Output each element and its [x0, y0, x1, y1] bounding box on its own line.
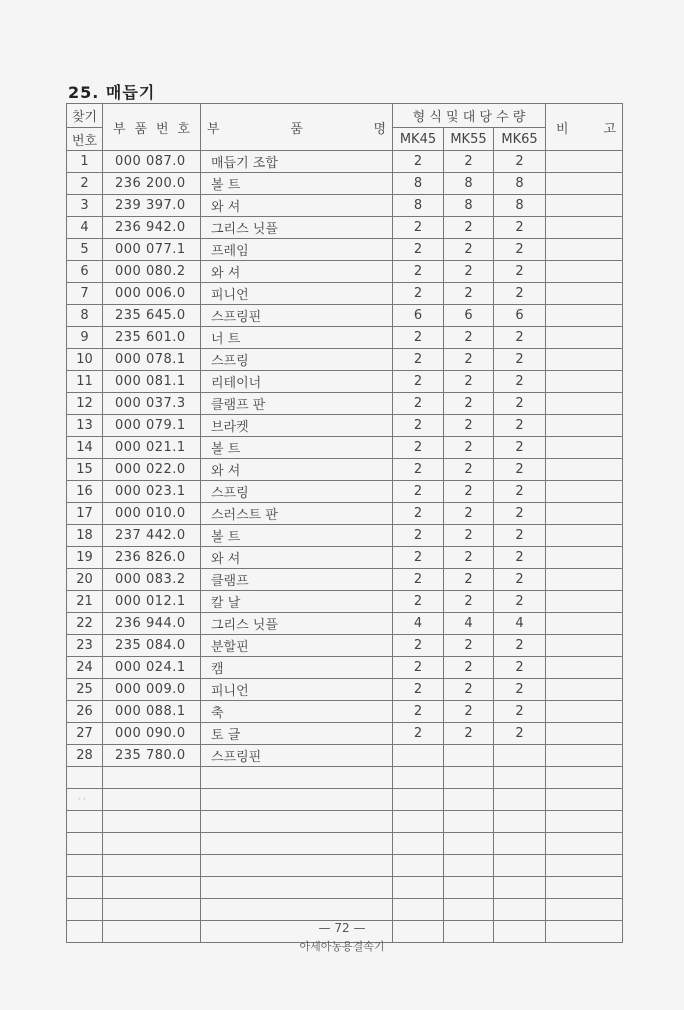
- cell-part-name: 스프링핀: [201, 305, 393, 327]
- cell-mk65: 2: [494, 283, 546, 305]
- cell-remark: [546, 151, 623, 173]
- cell-part-name: [201, 789, 393, 811]
- cell-no: 1: [67, 151, 103, 173]
- table-row: [67, 525, 623, 547]
- cell-no: 13: [67, 415, 103, 437]
- cell-part-no: 000 037.3: [103, 393, 201, 415]
- cell-part-name: [201, 833, 393, 855]
- cell-part-no: 236 942.0: [103, 217, 201, 239]
- footer-company: 아세아농용결속기: [299, 940, 385, 953]
- cell-mk55: [444, 789, 494, 811]
- cell-part-no: 235 601.0: [103, 327, 201, 349]
- cell-no: 10: [67, 349, 103, 371]
- cell-remark: [546, 833, 623, 855]
- cell-mk65: 2: [494, 723, 546, 745]
- cell-mk55: 2: [444, 503, 494, 525]
- cell-mk65: 2: [494, 327, 546, 349]
- table-row: [67, 877, 623, 899]
- cell-part-name: 브라켓: [201, 415, 393, 437]
- table-row: [67, 437, 623, 459]
- cell-mk45: 2: [393, 503, 444, 525]
- cell-remark: [546, 789, 623, 811]
- cell-mk55: 8: [444, 195, 494, 217]
- cell-part-no: 235 084.0: [103, 635, 201, 657]
- page-number: — 72 —: [318, 921, 366, 935]
- cell-mk55: 2: [444, 679, 494, 701]
- cell-mk65: 2: [494, 635, 546, 657]
- table-row: [67, 349, 623, 371]
- cell-remark: [546, 349, 623, 371]
- cell-no: 6: [67, 261, 103, 283]
- table-row: [67, 151, 623, 173]
- cell-mk65: 2: [494, 525, 546, 547]
- cell-part-no: 235 645.0: [103, 305, 201, 327]
- cell-no: 25: [67, 679, 103, 701]
- cell-mk45: 2: [393, 569, 444, 591]
- cell-part-no: 000 088.1: [103, 701, 201, 723]
- cell-part-no: 235 780.0: [103, 745, 201, 767]
- cell-mk55: 2: [444, 547, 494, 569]
- cell-mk45: 2: [393, 723, 444, 745]
- cell-mk45: 2: [393, 591, 444, 613]
- cell-mk65: [494, 877, 546, 899]
- cell-mk45: 6: [393, 305, 444, 327]
- parts-table: [66, 103, 623, 943]
- cell-mk65: 2: [494, 459, 546, 481]
- cell-part-no: 000 010.0: [103, 503, 201, 525]
- cell-remark: [546, 327, 623, 349]
- cell-no: [67, 811, 103, 833]
- cell-mk65: [494, 767, 546, 789]
- table-row: [67, 569, 623, 591]
- header-model-mk55: MK55: [444, 128, 494, 151]
- cell-part-no: 000 006.0: [103, 283, 201, 305]
- cell-part-no: 000 080.2: [103, 261, 201, 283]
- cell-mk65: 8: [494, 173, 546, 195]
- cell-no: 19: [67, 547, 103, 569]
- cell-no: 27: [67, 723, 103, 745]
- cell-part-name: 볼 트: [201, 525, 393, 547]
- table-row: [67, 701, 623, 723]
- cell-mk65: 2: [494, 679, 546, 701]
- table-row: [67, 811, 623, 833]
- cell-mk55: 2: [444, 437, 494, 459]
- cell-part-name: 토 글: [201, 723, 393, 745]
- cell-mk45: 2: [393, 481, 444, 503]
- cell-mk55: 2: [444, 239, 494, 261]
- cell-remark: [546, 569, 623, 591]
- table-row: [67, 459, 623, 481]
- cell-mk55: [444, 833, 494, 855]
- cell-mk55: 2: [444, 525, 494, 547]
- cell-remark: [546, 283, 623, 305]
- cell-mk55: 2: [444, 349, 494, 371]
- cell-part-name: 피니언: [201, 283, 393, 305]
- cell-mk55: 2: [444, 371, 494, 393]
- cell-mk55: 4: [444, 613, 494, 635]
- table-row: [67, 723, 623, 745]
- cell-part-no: 236 826.0: [103, 547, 201, 569]
- cell-part-name: [201, 811, 393, 833]
- cell-part-no: 000 079.1: [103, 415, 201, 437]
- table-row: [67, 591, 623, 613]
- cell-mk55: 2: [444, 393, 494, 415]
- cell-mk55: [444, 745, 494, 767]
- cell-mk55: [444, 811, 494, 833]
- cell-remark: [546, 723, 623, 745]
- table-row: [67, 371, 623, 393]
- cell-mk65: 2: [494, 415, 546, 437]
- cell-mk45: 2: [393, 239, 444, 261]
- cell-remark: [546, 371, 623, 393]
- cell-no: 24: [67, 657, 103, 679]
- cell-part-no: [103, 877, 201, 899]
- cell-no: [67, 877, 103, 899]
- table-row: [67, 173, 623, 195]
- cell-part-name: 클램프 판: [201, 393, 393, 415]
- cell-remark: [546, 305, 623, 327]
- cell-no: 11: [67, 371, 103, 393]
- cell-mk55: 2: [444, 569, 494, 591]
- table-row: [67, 239, 623, 261]
- cell-mk65: 2: [494, 547, 546, 569]
- table-row: [67, 679, 623, 701]
- cell-part-name: [201, 899, 393, 921]
- cell-mk45: [393, 877, 444, 899]
- table-row: [67, 283, 623, 305]
- cell-mk55: 2: [444, 591, 494, 613]
- cell-no: 16: [67, 481, 103, 503]
- cell-mk55: 2: [444, 415, 494, 437]
- cell-part-name: [201, 855, 393, 877]
- cell-no: 5: [67, 239, 103, 261]
- cell-no: 7: [67, 283, 103, 305]
- table-row: [67, 415, 623, 437]
- cell-mk65: [494, 899, 546, 921]
- header-no-line2: 번호: [67, 128, 103, 151]
- cell-no: 26: [67, 701, 103, 723]
- cell-mk65: 4: [494, 613, 546, 635]
- cell-part-name: 와 셔: [201, 547, 393, 569]
- cell-part-name: [201, 877, 393, 899]
- cell-mk65: 2: [494, 239, 546, 261]
- cell-mk45: 2: [393, 547, 444, 569]
- cell-no: 3: [67, 195, 103, 217]
- cell-part-name: 캠: [201, 657, 393, 679]
- cell-part-name: 그리스 닛플: [201, 613, 393, 635]
- cell-remark: [546, 525, 623, 547]
- cell-part-no: [103, 855, 201, 877]
- cell-remark: [546, 393, 623, 415]
- cell-mk55: 2: [444, 481, 494, 503]
- cell-mk55: [444, 877, 494, 899]
- cell-part-name: 피니언: [201, 679, 393, 701]
- table-row: [67, 613, 623, 635]
- cell-remark: [546, 547, 623, 569]
- cell-mk65: 2: [494, 217, 546, 239]
- cell-mk65: [494, 745, 546, 767]
- cell-no: 15: [67, 459, 103, 481]
- cell-part-no: [103, 899, 201, 921]
- cell-mk45: 2: [393, 635, 444, 657]
- cell-part-name: 그리스 닛플: [201, 217, 393, 239]
- cell-mk45: 2: [393, 217, 444, 239]
- cell-part-no: [103, 811, 201, 833]
- cell-mk45: 2: [393, 525, 444, 547]
- cell-mk65: 2: [494, 569, 546, 591]
- table-row: [67, 855, 623, 877]
- cell-part-no: 000 022.0: [103, 459, 201, 481]
- cell-remark: [546, 635, 623, 657]
- cell-mk55: [444, 767, 494, 789]
- cell-mk55: 2: [444, 723, 494, 745]
- table-row: [67, 195, 623, 217]
- cell-no: 9: [67, 327, 103, 349]
- cell-mk65: 2: [494, 151, 546, 173]
- table-row: [67, 767, 623, 789]
- cell-part-name: 와 셔: [201, 195, 393, 217]
- table-row: [67, 261, 623, 283]
- cell-remark: [546, 459, 623, 481]
- cell-no: 28: [67, 745, 103, 767]
- cell-remark: [546, 591, 623, 613]
- cell-mk65: 8: [494, 195, 546, 217]
- cell-no: 20: [67, 569, 103, 591]
- cell-part-no: 237 442.0: [103, 525, 201, 547]
- cell-no: [67, 855, 103, 877]
- cell-mk55: 8: [444, 173, 494, 195]
- cell-part-no: 000 077.1: [103, 239, 201, 261]
- cell-no: 21: [67, 591, 103, 613]
- cell-no: 12: [67, 393, 103, 415]
- cell-part-name: [201, 767, 393, 789]
- cell-mk55: 2: [444, 151, 494, 173]
- cell-part-no: 000 083.2: [103, 569, 201, 591]
- cell-no: 14: [67, 437, 103, 459]
- cell-mk45: 2: [393, 349, 444, 371]
- cell-part-name: 스프링: [201, 349, 393, 371]
- table-row: [67, 327, 623, 349]
- table-row: [67, 503, 623, 525]
- cell-remark: [546, 679, 623, 701]
- cell-mk55: 2: [444, 261, 494, 283]
- header-no-line1: 찾기: [67, 104, 103, 128]
- cell-mk45: 2: [393, 679, 444, 701]
- cell-mk45: 2: [393, 657, 444, 679]
- table-row: [67, 657, 623, 679]
- header-qty-group: 형 식 및 대 당 수 량: [393, 104, 546, 128]
- cell-part-name: 와 셔: [201, 261, 393, 283]
- cell-part-name: 프레임: [201, 239, 393, 261]
- cell-part-no: [103, 833, 201, 855]
- cell-mk55: 2: [444, 657, 494, 679]
- table-row: [67, 789, 623, 811]
- cell-remark: [546, 701, 623, 723]
- table-row: [67, 745, 623, 767]
- cell-part-no: 236 944.0: [103, 613, 201, 635]
- cell-no: 18: [67, 525, 103, 547]
- cell-remark: [546, 481, 623, 503]
- cell-mk45: [393, 833, 444, 855]
- cell-part-name: 와 셔: [201, 459, 393, 481]
- table-row: [67, 899, 623, 921]
- cell-mk45: 2: [393, 701, 444, 723]
- cell-mk65: [494, 833, 546, 855]
- cell-no: 17: [67, 503, 103, 525]
- cell-part-no: 000 021.1: [103, 437, 201, 459]
- cell-mk45: 2: [393, 459, 444, 481]
- cell-mk45: 4: [393, 613, 444, 635]
- cell-remark: [546, 503, 623, 525]
- page-title: 25. 매듭기: [68, 83, 156, 102]
- cell-part-no: [103, 767, 201, 789]
- cell-remark: [546, 613, 623, 635]
- cell-mk55: 2: [444, 635, 494, 657]
- parts-table-body: [67, 151, 623, 943]
- cell-part-no: 000 078.1: [103, 349, 201, 371]
- cell-part-name: 칼 날: [201, 591, 393, 613]
- cell-mk55: 2: [444, 217, 494, 239]
- cell-no: 23: [67, 635, 103, 657]
- cell-remark: [546, 217, 623, 239]
- cell-mk45: 2: [393, 327, 444, 349]
- cell-mk65: 2: [494, 393, 546, 415]
- cell-remark: [546, 877, 623, 899]
- cell-part-no: 000 009.0: [103, 679, 201, 701]
- header-part-name: 부 품 명: [201, 104, 393, 151]
- cell-remark: [546, 239, 623, 261]
- cell-part-name: 너 트: [201, 327, 393, 349]
- cell-remark: [546, 811, 623, 833]
- cell-mk45: [393, 855, 444, 877]
- cell-mk65: 2: [494, 591, 546, 613]
- cell-part-name: 볼 트: [201, 437, 393, 459]
- cell-mk45: 2: [393, 437, 444, 459]
- cell-mk45: [393, 745, 444, 767]
- cell-part-no: 236 200.0: [103, 173, 201, 195]
- cell-no: [67, 899, 103, 921]
- cell-no: 4: [67, 217, 103, 239]
- table-row: [67, 217, 623, 239]
- cell-part-no: 000 090.0: [103, 723, 201, 745]
- cell-part-name: 스프링: [201, 481, 393, 503]
- cell-part-no: 000 087.0: [103, 151, 201, 173]
- cell-no: 8: [67, 305, 103, 327]
- cell-mk45: 2: [393, 393, 444, 415]
- table-row: [67, 833, 623, 855]
- cell-remark: [546, 415, 623, 437]
- cell-part-no: [103, 789, 201, 811]
- cell-mk45: 2: [393, 415, 444, 437]
- table-row: [67, 481, 623, 503]
- cell-mk65: 2: [494, 371, 546, 393]
- cell-remark: [546, 899, 623, 921]
- cell-mk55: 2: [444, 327, 494, 349]
- cell-mk55: 2: [444, 283, 494, 305]
- cell-remark: [546, 261, 623, 283]
- cell-mk65: [494, 811, 546, 833]
- cell-no: [67, 833, 103, 855]
- cell-remark: [546, 173, 623, 195]
- cell-part-name: 매듭기 조합: [201, 151, 393, 173]
- cell-mk45: 2: [393, 371, 444, 393]
- cell-mk45: [393, 899, 444, 921]
- cell-part-no: 000 023.1: [103, 481, 201, 503]
- cell-part-no: 000 081.1: [103, 371, 201, 393]
- cell-mk55: 2: [444, 701, 494, 723]
- cell-mk55: 6: [444, 305, 494, 327]
- cell-mk55: [444, 899, 494, 921]
- cell-mk65: 2: [494, 657, 546, 679]
- cell-mk45: 8: [393, 195, 444, 217]
- header-part-no: 부 품 번 호: [103, 104, 201, 151]
- cell-remark: [546, 195, 623, 217]
- cell-part-name: 분할핀: [201, 635, 393, 657]
- cell-mk65: 6: [494, 305, 546, 327]
- header-remark: 비 고: [546, 104, 623, 151]
- cell-remark: [546, 437, 623, 459]
- cell-part-no: 000 012.1: [103, 591, 201, 613]
- cell-no: 22: [67, 613, 103, 635]
- cell-part-name: 리테이너: [201, 371, 393, 393]
- cell-part-name: 스프링핀: [201, 745, 393, 767]
- table-row: [67, 635, 623, 657]
- cell-remark: [546, 855, 623, 877]
- cell-mk55: 2: [444, 459, 494, 481]
- cell-mk45: 2: [393, 151, 444, 173]
- cell-remark: [546, 767, 623, 789]
- cell-remark: [546, 745, 623, 767]
- cell-part-no: 239 397.0: [103, 195, 201, 217]
- cell-mk65: 2: [494, 481, 546, 503]
- cell-mk65: 2: [494, 503, 546, 525]
- cell-mk45: 2: [393, 283, 444, 305]
- cell-remark: [546, 657, 623, 679]
- cell-mk45: [393, 789, 444, 811]
- cell-mk45: 2: [393, 261, 444, 283]
- cell-mk65: 2: [494, 701, 546, 723]
- cell-part-no: 000 024.1: [103, 657, 201, 679]
- cell-no: 2: [67, 173, 103, 195]
- cell-part-name: 축: [201, 701, 393, 723]
- cell-part-name: 스러스트 판: [201, 503, 393, 525]
- cell-mk45: [393, 767, 444, 789]
- cell-part-name: 볼 트: [201, 173, 393, 195]
- cell-mk65: 2: [494, 261, 546, 283]
- cell-mk65: 2: [494, 437, 546, 459]
- cell-mk65: [494, 855, 546, 877]
- cell-mk45: [393, 811, 444, 833]
- cell-part-name: 클램프: [201, 569, 393, 591]
- cell-mk45: 8: [393, 173, 444, 195]
- header-model-mk45: MK45: [393, 128, 444, 151]
- cell-mk65: [494, 789, 546, 811]
- cell-mk65: 2: [494, 349, 546, 371]
- table-row: [67, 305, 623, 327]
- scan-mark: · ·: [78, 795, 86, 804]
- cell-no: [67, 767, 103, 789]
- cell-mk55: [444, 855, 494, 877]
- header-model-mk65: MK65: [494, 128, 546, 151]
- table-row: [67, 547, 623, 569]
- table-row: [67, 393, 623, 415]
